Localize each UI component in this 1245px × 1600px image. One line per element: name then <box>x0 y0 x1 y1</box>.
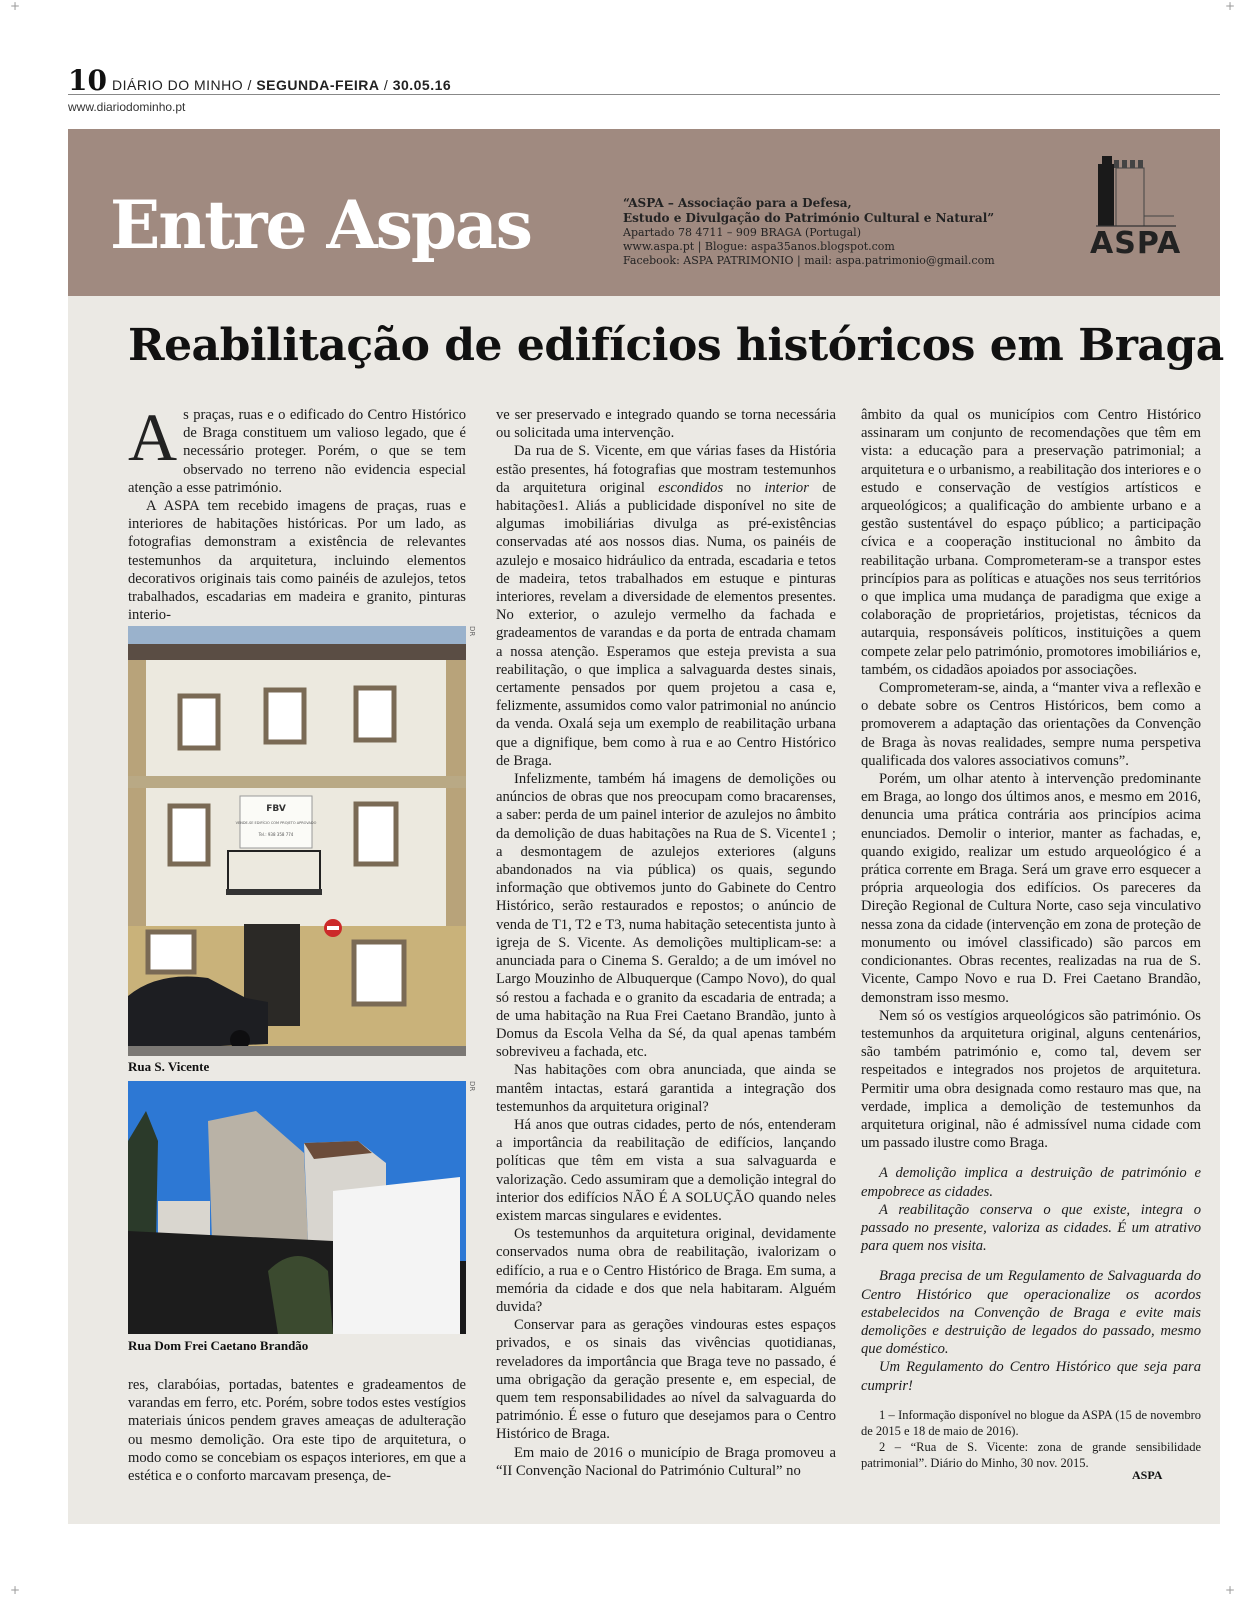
publication-line: DIÁRIO DO MINHO / SEGUNDA-FEIRA / 30.05.16 <box>112 77 452 93</box>
photo-caption: Rua Dom Frei Caetano Brandão <box>128 1338 309 1353</box>
website-link[interactable]: www.diariodominho.pt <box>68 100 186 114</box>
article-signature: ASPA <box>1132 1468 1163 1482</box>
paragraph-text: no <box>723 479 765 496</box>
paragraph: Porém, um olhar atento à intervenção predominante em Braga, ao longo dos últimos anos, e mesmo em 2016, denuncia uma prática contrária aos princípios acima enunciados. Demolir o interior, manter as fachadas, e, quando exigido, realizar um estudo arqueológico é a prática corrente em Braga. Será um grave erro esquecer a própria arqueologia dos edifícios. Os pareceres da Direção Regional de Cultura Norte, caso seja vinculativo nessa zona da cidade (intervenção em zona de proteção de monumento ou imóvel classificado) são parcos em condicionantes. Obras recentes, realizadas na rua de S. Vicente, Campo Novo e rua D. Frei Caetano Brandão, demonstram isso mesmo. <box>861 771 1201 1006</box>
org-name-line1: “ASPA – Associação para a Defesa, <box>623 196 852 210</box>
article-column-1 <box>128 399 466 624</box>
paragraph: Em maio de 2016 o município de Braga promoveu a “II Convenção Nacional do Património Cultural” no <box>496 1444 836 1479</box>
section-title: Entre Aspas <box>110 186 531 264</box>
crop-mark: + <box>1225 1583 1236 1597</box>
masthead <box>68 66 1220 95</box>
photo-caption: Rua S. Vicente <box>128 1059 210 1074</box>
paragraph: âmbito da qual os municípios com Centro Histórico assinaram um conjunto de recomendações que têm em vista: a educação para a preservação patrimonial; a arquitetura e o urbanismo, a reabilitação dos interiores e o estudo e conservação de vestígios artísticos e arqueológicos; a qualificação do ambiente urbano e a gestão sustentável do espaço público; a participação cívica e a cooperação institucional no âmbito da reabilitação urbana. Comprometeram-se a transpor estes princípios para as políticas e atuações nos seus territórios o que implica uma mudança de paradigma que exige a colaboração de proprietários, projetistas, técnicos da autarquia, responsáveis políticos, instituições a quem compete zelar pelo património, promotores imobiliários e, também, os cidadãos apoiados por associações. <box>861 407 1201 678</box>
section-banner <box>68 129 1220 296</box>
footnote: 1 – Informação disponível no blogue da ASPA (15 de novembro de 2015 e 18 de maio de 2016). <box>861 1407 1201 1438</box>
org-info <box>623 196 1053 268</box>
paragraph: Infelizmente, também há imagens de demolições ou anúncios de obras que nos preocupam como bracarenses, a saber: perda de um painel interior de azulejos no âmbito da demolição de duas habitações na Rua de S. Vicente1 ; a desmontagem de azulejos exteriores (alguns abandonados na via pública) os quais, segundo informação que obtivemos junto do Gabinete do Centro Histórico, serão restaurados e repostos; o anúncio de venda de T1, T2 e T3, numa habitação setecentista junto à igreja de S. Vicente. As demolições multiplicam-se: a anunciada para o Cinema S. Geraldo; a de um imóvel no Largo Mouzinho de Albuquerque (Campo Novo), do qual só restou a fachada e o granito da escadaria de entrada; a de uma habitação na Rua Frei Caetano Brandão, junto à Domus da Escola Velha da Sé, da qual apenas também sobreviveu a fachada, etc. <box>496 771 836 1061</box>
crop-mark: + <box>10 0 21 13</box>
paragraph: Nas habitações com obra anunciada, que ainda se mantêm intactas, estará garantida a integração dos testemunhos da arquitetura original? <box>496 1062 836 1115</box>
italic-statement: A reabilitação conserva o que existe, integra o passado no presente, valoriza as cidades. É um atrativo para quem nos visita. <box>861 1201 1201 1255</box>
italic-statement: A demolição implica a destruição de património e empobrece as cidades. <box>861 1165 1201 1200</box>
paragraph: Os testemunhos da arquitetura original, devidamente conservados numa obra de reabilitação, ivalorizam o edifício, a rua e o Centro Histórico de Braga. Em suma, a memória da cidade e dos que nela habitaram. Alguém duvida? <box>496 1226 836 1315</box>
page-number: 10 <box>68 64 107 97</box>
paragraph: res, clarabóias, portadas, batentes e gradeamentos de varandas em ferro, etc. Porém, sobre todos estes vestígios materiais únicos pendem graves ameaças de adulteração ou mesmo demolição. Ora este tipo de arquitetura, o modo como se concebiam os espaços interiores, em que a estética e o conforto marcavam presença, de- <box>128 1377 466 1485</box>
article-column-3 <box>861 406 1201 1471</box>
paragraph: Comprometeram-se, ainda, a “manter viva a reflexão e o debate sobre os Centros Históricos, bem como a promoverem a adaptação das orientações da Convenção de Braga às novas realidades, sempre numa perspetiva qualificada dos valores associativos comuns”. <box>861 680 1201 769</box>
article-area <box>68 296 1224 1524</box>
aspa-logo <box>1088 154 1188 269</box>
emphasis: interior <box>764 479 809 496</box>
drop-cap: A <box>128 399 178 475</box>
paragraph-text: Da rua de S. Vicente, em que várias fases da História estão presentes, há fotografias que mostram testemunhos da arquitetura original <box>496 443 836 496</box>
emphasis: escondidos <box>658 479 724 496</box>
paragraph: Conservar para as gerações vindouras estes espaços privados, e os sinais das vivências quotidianas, reveladores da importância que Braga teve no passado, é uma obrigação da geração presente e, em especial, de quem tem responsabilidades ao nível da salvaguarda do património. É esse o futuro que desejamos para o Centro Histórico de Braga. <box>496 1317 836 1443</box>
paragraph: ve ser preservado e integrado quando se torna necessária ou solicitada uma intervenção. <box>496 407 836 442</box>
article-headline: Reabilitação de edifícios históricos em Braga <box>128 320 1224 371</box>
paragraph-text: de habitações1. Aliás a publicidade disponível no site de algumas imobiliárias divulga as pré-existências conservadas até aos nossos dias. Numa, os painéis de azulejo e mosaico hidráulico da entrada, escadaria e tetos de madeira, tetos trabalhados em estuque e pinturas interiores, revelam a diversidade de elementos presentes. No exterior, o azulejo vermelho da fachada e gradeamentos de varandas e da porta de entrada chamam a nossa atenção. Esperamos que esteja prevista a sua reabilitação, o que implica a salvaguarda destes sinais, certamente pensados por quem projetou a casa e, felizmente, assumidos como valor patrimonial no anúncio da venda. Oxalá seja um exemplo de reabilitação urbana que a dignifique, bem como à rua e ao Centro Histórico de Braga. <box>496 479 836 769</box>
photo-credit: DR <box>468 1081 476 1092</box>
paragraph: Nem só os vestígios arqueológicos são património. Os testemunhos da arquitetura original, alguns centenários, são também património e, como tal, devem ser respeitados e integrados nos projetos de arquitetura. Permitir uma obra designada como restauro mas que, na verdade, implica a demolição de testemunhos da arquitetura original, não é admissível numa cidade com um passado ilustre como Braga. <box>861 1007 1201 1152</box>
publication-date: 30.05.16 <box>392 77 452 93</box>
org-facebook: Facebook: ASPA PATRIMONIO | mail: aspa.patrimonio@gmail.com <box>623 254 995 267</box>
org-address: Apartado 78 4711 – 909 BRAGA (Portugal) <box>623 226 861 239</box>
article-column-1-continued <box>128 1376 466 1485</box>
org-name-line2: Estudo e Divulgação do Património Cultural e Natural” <box>623 211 995 225</box>
publication-day: SEGUNDA-FEIRA <box>256 77 380 93</box>
org-web: www.aspa.pt | Blogue: aspa35anos.blogspot.com <box>623 240 895 253</box>
crop-mark: + <box>10 1583 21 1597</box>
logo-text: ASPA <box>1090 226 1182 261</box>
publication-name: DIÁRIO DO MINHO <box>112 77 244 93</box>
crop-mark: + <box>1225 0 1236 13</box>
sign-phone: Tel.: 938 358 774 <box>258 832 294 837</box>
paragraph: A ASPA tem recebido imagens de praças, ruas e interiores de habitações históricas. Por um lado, as fotografias demonstram a existência de relevantes testemunhos da arquitetura, incluindo elementos decorativos originais tais como painéis de azulejos, tetos trabalhados, escadarias em madeira e granito, pinturas interio- <box>128 498 466 624</box>
sign-text: VENDE-SE EDIFÍCIO COM PROJETO APROVADO <box>235 821 317 825</box>
paragraph-text: s praças, ruas e o edificado do Centro Histórico de Braga constituem um valioso legado, que é necessário proteger. Porém, o que se tem observado no terreno não evidencia especial atenção a esse património. <box>128 407 466 496</box>
italic-statement: Um Regulamento do Centro Histórico que seja para cumprir! <box>861 1359 1201 1394</box>
sign-fbv: FBV <box>266 804 286 814</box>
footnote: 2 – “Rua de S. Vicente: zona de grande sensibilidade patrimonial”. Diário do Minho, 30 nov. 2015. <box>861 1439 1201 1470</box>
article-column-2 <box>496 406 836 1480</box>
italic-statement: Braga precisa de um Regulamento de Salvaguarda do Centro Histórico que operacionalize os acordos estabelecidos na Convenção de Braga e evite mais demolições e destruição de legados do passado, mesmo que doméstico. <box>861 1268 1201 1358</box>
paragraph <box>128 399 466 497</box>
photo-rua-s-vicente <box>128 626 466 1056</box>
photo-credit: DR <box>468 626 476 637</box>
paragraph <box>496 442 836 770</box>
photo-rua-dom-frei <box>128 1081 466 1334</box>
paragraph: Há anos que outras cidades, perto de nós, entenderam a importância da reabilitação de edifícios, lançando políticas que têm em vista a sua salvaguarda e valorização. Cedo assumiram que a demolição integral do interior dos edifícios NÃO É A SOLUÇÃO quando neles existem marcas singulares e evidentes. <box>496 1116 836 1224</box>
